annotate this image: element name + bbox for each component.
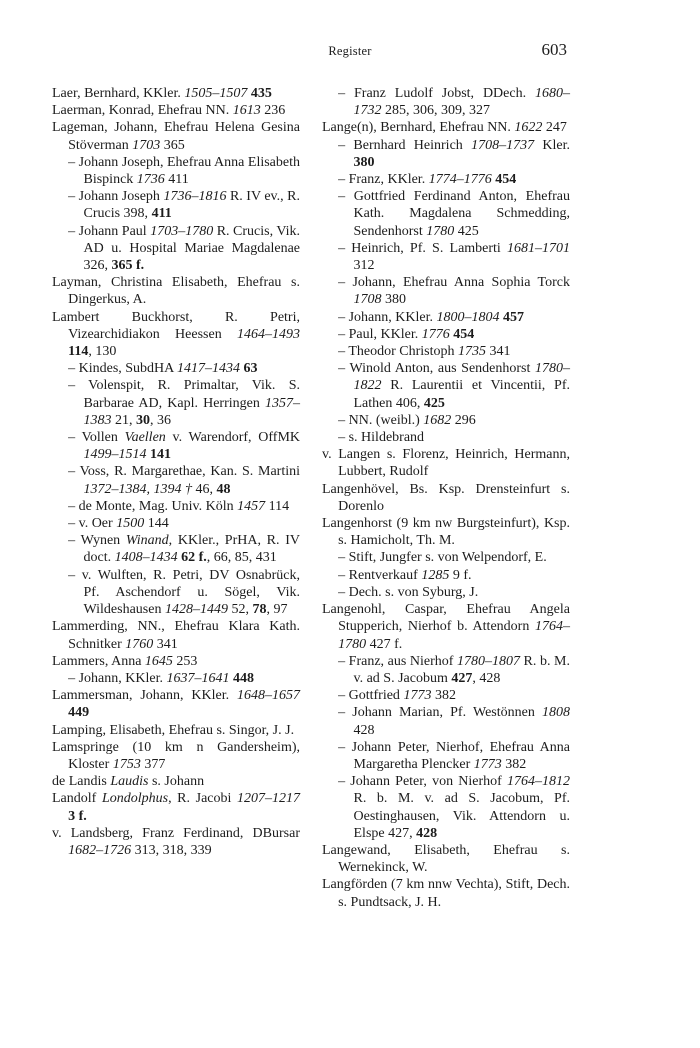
index-entry: v. Langen s. Florenz, Heinrich, Hermann, Lubbert, Rudolf bbox=[322, 447, 570, 480]
index-entry: – v. Oer 1500 144 bbox=[68, 516, 169, 532]
index-entry: – Rentverkauf 1285 9 f. bbox=[338, 567, 472, 583]
index-column-right bbox=[322, 85, 570, 911]
index-entry: Lange(n), Bernhard, Ehefrau NN. 1622 247 bbox=[322, 120, 567, 136]
index-entry: Lammers, Anna 1645 253 bbox=[52, 653, 198, 669]
index-entry: Landolf Londolphus, R. Jacobi 1207–1217 3 f. bbox=[52, 791, 300, 824]
index-entry: Lammersman, Johann, KKler. 1648–1657 449 bbox=[52, 688, 300, 721]
index-entry: – de Monte, Mag. Univ. Köln 1457 114 bbox=[68, 498, 290, 514]
index-entry: – Johann, Ehefrau Anna Sophia Torck 1708 380 bbox=[338, 275, 570, 308]
index-entry: v. Landsberg, Franz Ferdinand, DBursar 1682–1726 313, 318, 339 bbox=[52, 825, 300, 858]
index-entry: – Franz Ludolf Jobst, DDech. 1680–1732 285, 306, 309, 327 bbox=[338, 86, 570, 119]
index-entry: Langenohl, Caspar, Ehefrau Angela Stupperich, Nierhof b. Attendorn 1764–1780 427 f. bbox=[322, 602, 570, 652]
index-entry: Lamspringe (10 km n Gandersheim), Kloster 1753 377 bbox=[52, 739, 300, 772]
index-entry: – NN. (weibl.) 1682 296 bbox=[338, 412, 476, 428]
index-entry: – Dech. s. von Syburg, J. bbox=[338, 584, 479, 600]
index-entry: – Wynen Winand, KKler., PrHA, R. IV doct. 1408–1434 62 f., 66, 85, 431 bbox=[68, 533, 300, 566]
index-entry: – Stift, Jungfer s. von Welpendorf, E. bbox=[338, 550, 547, 566]
page-number: 603 bbox=[541, 40, 567, 59]
index-entry: Laerman, Konrad, Ehefrau NN. 1613 236 bbox=[52, 103, 286, 119]
index-entry: – Johann Marian, Pf. Westönnen 1808 428 bbox=[338, 705, 570, 738]
running-head: Register bbox=[328, 44, 372, 58]
index-entry: – Paul, KKler. 1776 454 bbox=[338, 326, 475, 342]
index-entry: – s. Hildebrand bbox=[338, 430, 425, 446]
index-entry: Langförden (7 km nnw Vechta), Stift, Dech. s. Pundtsack, J. H. bbox=[322, 877, 570, 910]
index-entry: Lamping, Elisabeth, Ehefrau s. Singor, J. J. bbox=[52, 722, 295, 738]
index-entry: – Johann Peter, Nierhof, Ehefrau Anna Margaretha Plencker 1773 382 bbox=[338, 739, 570, 772]
index-entry: Lageman, Johann, Ehefrau Helena Gesina Stöverman 1703 365 bbox=[52, 120, 300, 153]
index-entry: – Johann Paul 1703–1780 R. Crucis, Vik. AD u. Hospital Mariae Magdalenae 326, 365 f. bbox=[68, 223, 300, 274]
index-entry: – Gottfried Ferdinand Anton, Ehefrau Kath. Magdalena Schmedding, Sendenhorst 1780 425 bbox=[338, 189, 570, 239]
index-entry: – Bernhard Heinrich 1708–1737 Kler. 380 bbox=[338, 137, 570, 170]
index-entry: – Johann Peter, von Nierhof 1764–1812 R. b. M. v. ad S. Jacobum, Pf. Oestinghausen, Vik. Attendorn u. Elspe 427, 428 bbox=[338, 774, 570, 841]
index-column-left bbox=[52, 85, 300, 859]
index-entry: – Vollen Vaellen v. Warendorf, OffMK 1499–1514 141 bbox=[68, 430, 301, 463]
index-entry: – Voss, R. Margarethae, Kan. S. Martini 1372–1384, 1394 † 46, 48 bbox=[68, 464, 300, 497]
index-entry: Langenhövel, Bs. Ksp. Drensteinfurt s. Dorenlo bbox=[322, 481, 570, 514]
index-entry: – Volenspit, R. Primaltar, Vik. S. Barbarae AD, Kapl. Herringen 1357–1383 21, 30, 36 bbox=[68, 378, 300, 428]
index-entry: – v. Wulften, R. Petri, DV Osnabrück, Pf. Aschendorf u. Sögel, Vik. Wildeshausen 1428–1449 52, 78, 97 bbox=[68, 567, 300, 618]
index-entry: Langenhorst (9 km nw Burgsteinfurt), Ksp. s. Hamicholt, Th. M. bbox=[322, 516, 570, 549]
index-entry: Layman, Christina Elisabeth, Ehefrau s. Dingerkus, A. bbox=[52, 275, 300, 308]
index-entry: – Franz, KKler. 1774–1776 454 bbox=[338, 172, 517, 188]
index-entry: – Johann Joseph 1736–1816 R. IV ev., R. Crucis 398, 411 bbox=[68, 189, 300, 222]
index-entry: Laer, Bernhard, KKler. 1505–1507 435 bbox=[52, 86, 272, 101]
index-entry: Lammerding, NN., Ehefrau Klara Kath. Schnitker 1760 341 bbox=[52, 619, 300, 652]
index-entry: – Winold Anton, aus Sendenhorst 1780–1822 R. Laurentii et Vincentii, Pf. Lathen 406, 425 bbox=[338, 361, 570, 411]
index-entry: – Johann, KKler. 1637–1641 448 bbox=[68, 670, 254, 686]
index-entry: – Theodor Christoph 1735 341 bbox=[338, 344, 511, 360]
index-entry: – Heinrich, Pf. S. Lamberti 1681–1701 312 bbox=[338, 240, 570, 274]
index-entry: – Gottfried 1773 382 bbox=[338, 688, 456, 704]
index-entry: – Johann Joseph, Ehefrau Anna Elisabeth Bispinck 1736 411 bbox=[68, 154, 300, 188]
index-entry: – Franz, aus Nierhof 1780–1807 R. b. M. v. ad S. Jacobum 427, 428 bbox=[338, 653, 570, 686]
index-entry: Lambert Buckhorst, R. Petri, Vizearchidiakon Heessen 1464–1493 114, 130 bbox=[52, 309, 300, 360]
index-entry: Langewand, Elisabeth, Ehefrau s. Wernekinck, W. bbox=[322, 842, 570, 876]
index-entry: de Landis Laudis s. Johann bbox=[52, 774, 205, 790]
index-entry: – Kindes, SubdHA 1417–1434 63 bbox=[68, 361, 258, 377]
index-entry: – Johann, KKler. 1800–1804 457 bbox=[338, 309, 524, 325]
